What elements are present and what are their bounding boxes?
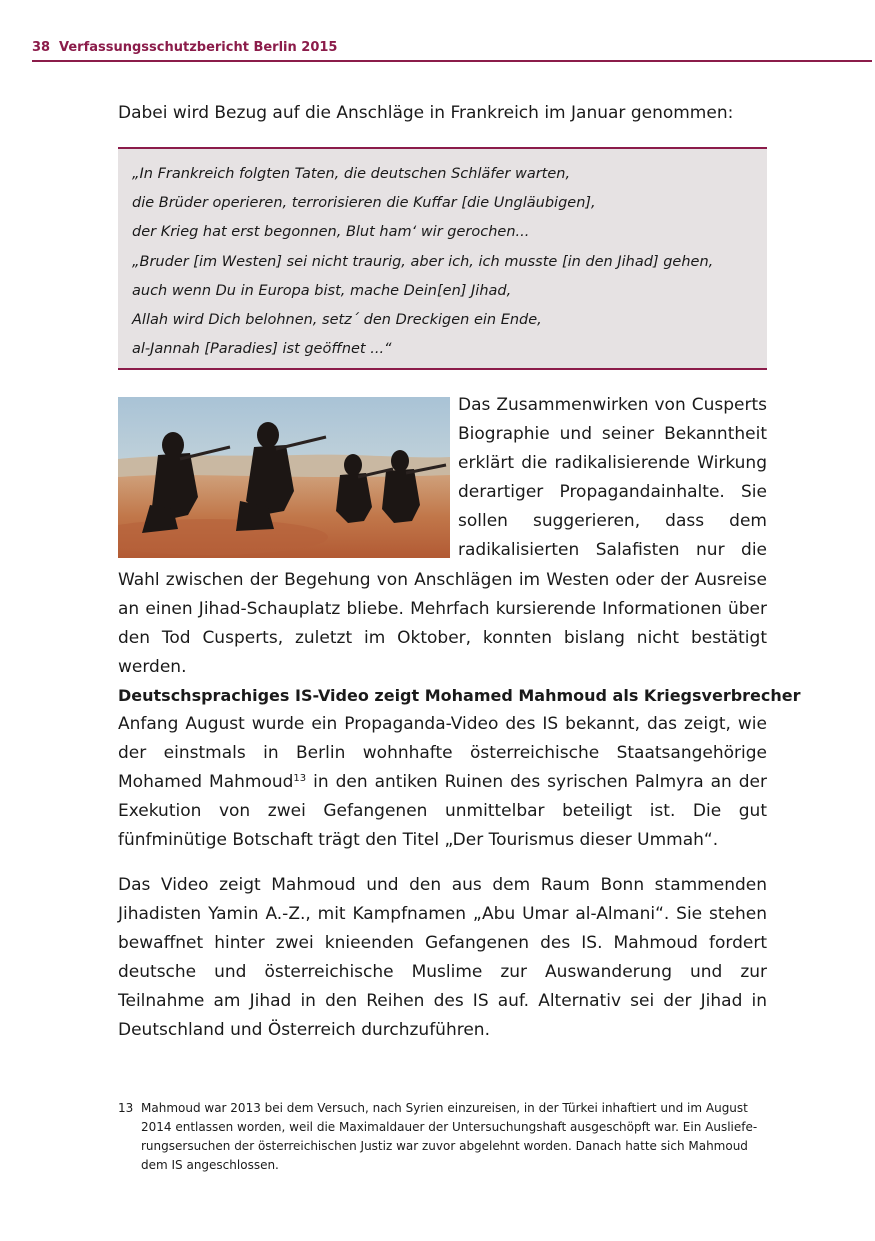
report-title: Verfassungsschutzbericht Berlin 2015 [59,40,338,55]
footnote-text: Mahmoud war 2013 bei dem Versuch, nach Syrien einzureisen, in der Türkei inhaftiert und im August 2014 entlassen worden, weil die Maximaldauer der Untersuchungshaft ausgeschöpft war. Ein Auslieferungsersuchen der österreichischen Justiz war zuvor abgelehnt worden. Danach hatte sich Mahmoud dem IS angeschlossen. [141,1101,758,1172]
quote-line: auch wenn Du in Europa bist, mache Dein[en] Jihad, [132,282,512,299]
quote-line: Allah wird Dich belohnen, setz´ den Dreckigen ein Ende, [132,312,542,329]
page-number: 38 [32,40,51,55]
photo-illustration [118,397,450,558]
intro-sentence: Dabei wird Bezug auf die Anschläge in Frankreich im Januar genommen: [118,103,734,123]
footnote [118,1099,767,1175]
cuspert-paragraph-text: Das Zusammenwirken von Cusperts Biographie und seiner Bekanntheit erklärt die radikalisierende Wirkung derartiger Propagandainhalte. Sie sollen suggerieren, dass dem radikalisierten Salafisten nur die Wahl zwischen der Begehung von Anschlägen im Westen oder der Ausreise an einen Jihad-Schauplatz bliebe. Mehrfach kursierende Informationen über den Tod Cusperts, zuletzt im Oktober, konnten bislang nicht bestätigt werden. [118,395,767,677]
quote-line: al-Jannah [Paradies] ist geöffnet ...“ [132,341,392,358]
mahmoud-paragraph-continuation: in den antiken Ruinen des syrischen Palmyra an der Exekution von zwei Gefangenen unmittelbar beteiligt ist. Die gut fünfminütige Botschaft trägt den Titel „Der Tourismus dieser Ummah“. [118,772,767,851]
quote-line: der Krieg hat erst begonnen, Blut ham‘ wir gerochen... [132,224,530,241]
mahmoud-paragraph-text: Anfang August wurde ein Propaganda-Video des IS bekannt, das zeigt, wie der einstmals in Berlin wohnhafte österreichische Staatsangehörige Mohamed Mahmoud [118,714,767,793]
armed-fighters-photo [118,397,450,558]
quote-line: „Bruder [im Westen] sei nicht traurig, aber ich, ich musste [in den Jihad] gehen, [132,253,714,270]
section-heading: Deutschsprachiges IS-Video zeigt Mohamed Mahmoud als Kriegsverbrecher [118,686,801,705]
running-header [32,40,872,62]
quote-line: die Brüder operieren, terrorisieren die Kuffar [die Ungläubigen], [132,195,596,212]
quote-line: „In Frankreich folgten Taten, die deutschen Schläfer warten, [132,166,571,182]
footnote-number: 13 [118,1101,134,1115]
quote-box [118,147,767,370]
mahmoud-paragraph [118,710,767,855]
footnote-reference[interactable]: 13 [293,773,307,785]
video-paragraph: Das Video zeigt Mahmoud und den aus dem Raum Bonn stammenden Jihadisten Yamin A.-Z., mit Kampfnamen „Abu Umar al-Almani“. Sie stehen bewaffnet hinter zwei knieenden Gefangenen des IS. Mahmoud fordert deutsche und österreichische Muslime zur Auswanderung und zur Teilnahme am Jihad in den Reihen des IS auf. Alternativ sei der Jihad in Deutschland und Österreich durchzuführen. [118,875,767,1041]
